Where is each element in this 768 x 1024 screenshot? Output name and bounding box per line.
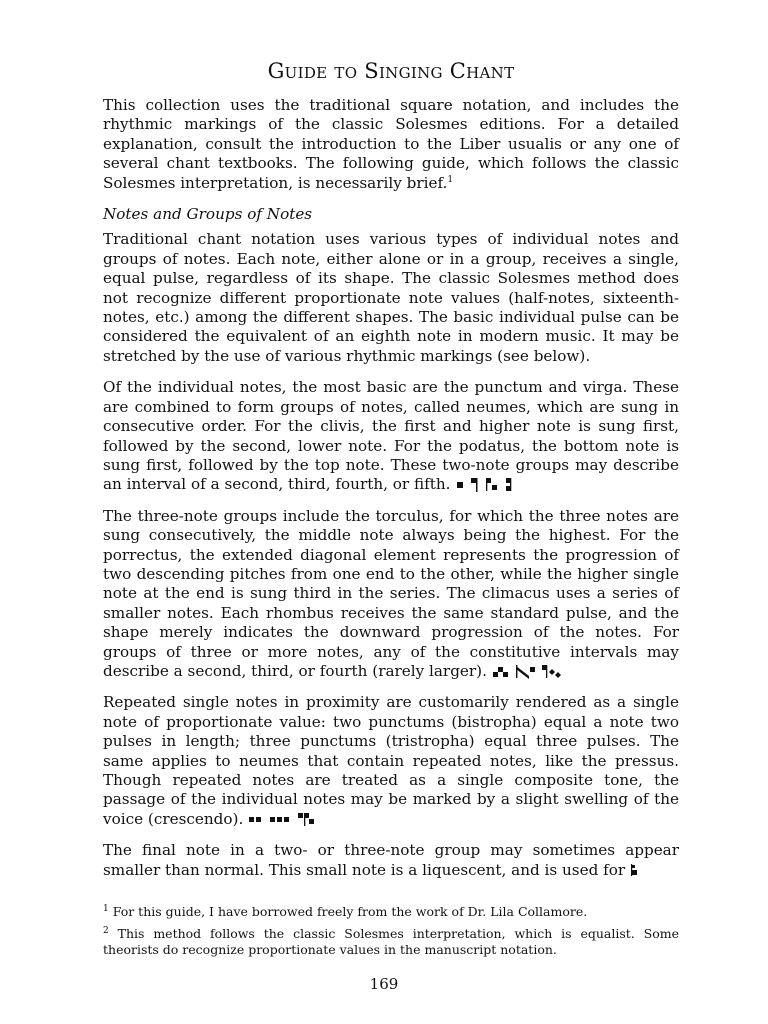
- bistropha-note-1: [249, 817, 254, 822]
- podatus-icon: [504, 477, 514, 493]
- tristropha-note-3: [284, 817, 289, 822]
- punctum-square: [457, 482, 463, 488]
- climacus-rhombus-1: [549, 669, 555, 675]
- tristropha-note-2: [277, 817, 282, 822]
- footnote-2: [103, 926, 679, 958]
- paragraph-repeated-notes: [103, 693, 679, 829]
- page-title-text: Guide to Singing Chant: [267, 59, 515, 83]
- intro-paragraph: [103, 96, 679, 193]
- porrectus-diagonal: [516, 666, 529, 679]
- tristropha-icon: [269, 815, 292, 825]
- porrectus-final: [530, 667, 535, 672]
- clivis-stem: [486, 478, 487, 491]
- torculus-note-2: [498, 667, 503, 672]
- footnote-2-mark: 2: [103, 925, 109, 936]
- torculus-note-3: [503, 672, 508, 677]
- footnote-1-mark: 1: [103, 903, 109, 914]
- pressus-stem: [304, 813, 305, 826]
- porrectus-icon: [515, 664, 537, 680]
- clivis-lower: [492, 485, 497, 490]
- torculus-icon: [492, 665, 510, 679]
- torculus-note-1: [493, 672, 498, 677]
- virga-icon: [470, 477, 480, 493]
- paragraph-repeated-notes-text: Repeated single notes in proximity are customarily rendered as a single note of proportionate value: two punctums (bistropha) equal a note two pulses in length; three punctums (tristropha) equal three pulses. The same applies to neumes that contain repeated notes, like the pressus. Though repeated notes are treated as a single composite tone, the passage of the individual notes may be marked by a slight swelling of the voice (crescendo).: [103, 693, 679, 828]
- paragraph-individual-notes: [103, 378, 679, 494]
- climacus-icon: [541, 664, 563, 680]
- punctum-icon: [455, 479, 465, 491]
- section-heading: Notes and Groups of Notes: [103, 205, 313, 224]
- footnote-ref-1: 1: [447, 174, 454, 185]
- footnote-2-text: This method follows the classic Solesmes interpretation, which is equalist. Some theorists do recognize proportionate values in the manuscript notation.: [103, 926, 679, 957]
- liquescent-stem: [631, 864, 632, 876]
- liquescent-icon: [630, 863, 640, 879]
- liquescent-main: [632, 870, 637, 875]
- climacus-stem: [546, 665, 547, 678]
- paragraph-pulse: Traditional chant notation uses various types of individual notes and groups of notes. Each note, either alone or in a group, receives a single, equal pulse, regardless of its shape. The classic Solesmes method does not recognize different proportionate note values (half-notes, sixteenth-notes, etc.) among the different shapes. The basic individual pulse can be considered the equivalent of an eighth note in modern music. It may be stretched by the use of various rhythmic markings (see below).: [103, 230, 679, 365]
- virga-stem: [476, 478, 478, 492]
- bistropha-note-2: [256, 817, 261, 822]
- porrectus-stem: [516, 665, 517, 678]
- pressus-note-1: [298, 813, 303, 818]
- tristropha-note-1: [270, 817, 275, 822]
- paragraph-individual-notes-text: Of the individual notes, the most basic are the punctum and virga. These are combined to form groups of notes, called neumes, which are sung in consecutive order. For the clivis, the first and higher note is sung first, followed by the second, lower note. For the podatus, the bottom note is sung first, followed by the top note. These two-note groups may describe an interval of a second, third, fourth, or fifth.: [103, 378, 679, 494]
- clivis-icon: [485, 477, 499, 493]
- footnote-1: [103, 904, 679, 920]
- footnotes: [103, 904, 679, 964]
- podatus-stem: [510, 478, 511, 491]
- page-body: [103, 58, 679, 892]
- climacus-rhombus-2: [555, 672, 561, 678]
- paragraph-three-note-groups-text: The three-note groups include the torculus, for which the three notes are sung consecutively, the middle note always being the highest. For the porrectus, the extended diagonal element represents the progression of two descending pitches from one end to the other, while the higher single note at the end is sung third in the series. The climacus uses a series of smaller notes. Each rhombus receives the same standard pulse, and the shape merely indicates the downward progression of the notes. For groups of three or more notes, any of the constitutive intervals may describe a second, third, or fourth (rarely larger).: [103, 506, 679, 680]
- page-title: [103, 58, 679, 84]
- page-number: 169: [369, 975, 399, 993]
- footnote-1-text: For this guide, I have borrowed freely from the work of Dr. Lila Collamore.: [112, 904, 588, 919]
- intro-text: This collection uses the traditional square notation, and includes the rhythmic markings of the classic Solesmes editions. For a detailed explanation, consult the introduction to the Liber usualis or any one of several chant textbooks. The following guide, which follows the classic Solesmes interpretation, is necessarily brief.: [103, 96, 679, 192]
- liquescent-small: [632, 865, 635, 868]
- bistropha-icon: [248, 815, 264, 825]
- paragraph-liquescent-text: The final note in a two- or three-note group may sometimes appear smaller than normal. This small note is a liquescent, and is used for: [103, 841, 679, 879]
- pressus-icon: [297, 812, 315, 828]
- pressus-note-3: [309, 819, 314, 824]
- paragraph-liquescent: [103, 841, 679, 880]
- paragraph-three-note-groups: [103, 507, 679, 682]
